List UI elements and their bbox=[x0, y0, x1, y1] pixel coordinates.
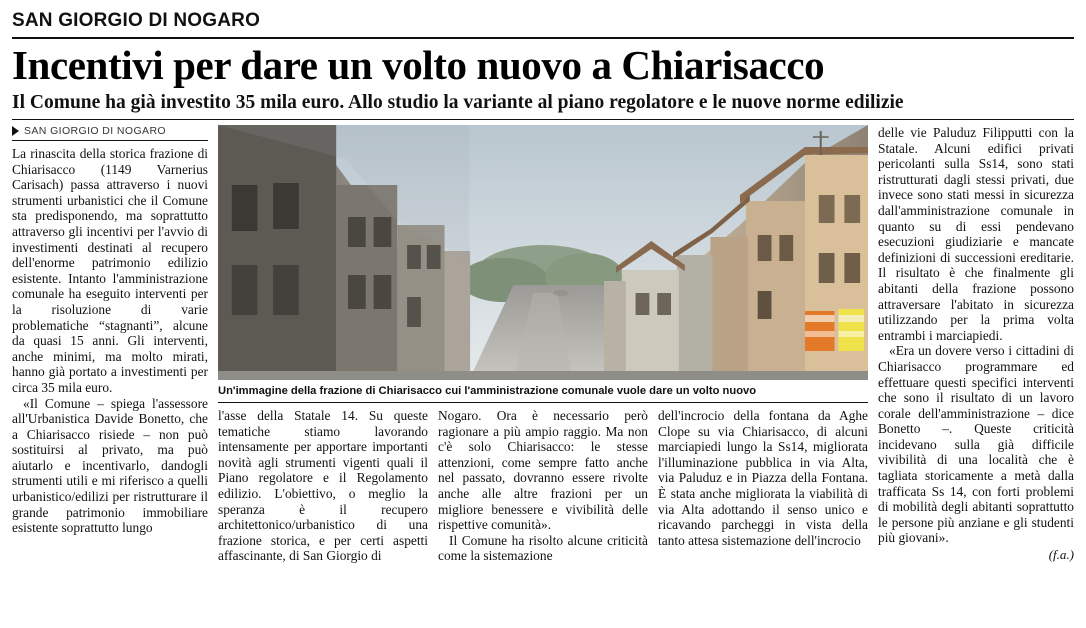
photo-block bbox=[218, 125, 868, 403]
article-headline: Incentivi per dare un volto nuovo a Chiarisacco bbox=[12, 42, 825, 88]
column-middle bbox=[218, 125, 868, 595]
photo-illustration bbox=[218, 125, 868, 380]
column-lower-2 bbox=[438, 408, 648, 604]
paragraph: «Il Comune – spiega l'assessore all'Urbanistica Davide Bonetto, che a Chiarisacco risiede – non può sostituirsi al privato, ma può aiutarlo e incentivarlo, dandogli strumenti utili e mi riferisco a quelli urbanistico/edilizi per ristrutturare il grande patrimonio immobiliare esistente soprattutto lungo bbox=[12, 395, 208, 536]
location-label bbox=[12, 125, 208, 140]
header-rule-bottom bbox=[12, 119, 1074, 120]
lower-columns bbox=[218, 408, 868, 604]
photo-caption: Un'immagine della frazione di Chiarisacco cui l'amministrazione comunale vuole dare un volto nuovo bbox=[218, 380, 868, 403]
column-lower-3 bbox=[658, 408, 868, 604]
right-column-text bbox=[878, 125, 1074, 546]
paragraph: delle vie Paluduz Filipputti con la Statale. Alcuni edifici privati pericolanti sulla Ss14, sono stati ristrutturati dagli stessi privati, due invece sono stati messi in sicurezza dall'amministrazione comunale in quanto su di essi pendevano esecuzioni giudiziarie e mancate definizioni di successioni ereditarie. Il risultato è che finalmente gli abitanti della frazione possono attraversare l'abitato in sicurezza utilizzando per la prima volta entrambi i marciapiedi. bbox=[878, 125, 1074, 343]
article-subhead: Il Comune ha già investito 35 mila euro. Allo studio la variante al piano regolatore e le nuove norme edilizie bbox=[12, 92, 904, 113]
article-body bbox=[12, 125, 1074, 595]
triangle-bullet-icon bbox=[12, 126, 19, 136]
article-signoff: (f.a.) bbox=[1048, 547, 1074, 563]
column-left bbox=[12, 125, 208, 595]
paragraph: Nogaro. Ora è necessario però ragionare a più ampio raggio. Ma non c'è solo Chiarisacco: le stesse attenzioni, come sempre fatto anche nel passato, dovranno essere rivolte anche alle altre frazioni per un migliore benessere e vivibilità delle rispettive comunità». bbox=[438, 408, 648, 533]
paragraph: La rinascita della storica frazione di Chiarisacco (1149 Varnerius Carisach) passa attraverso i nuovi strumenti urbanistici che il Comune sta predisponendo, ma soprattutto attraverso gli incentivi per l'avvio di investimenti destinati al recupero dell'enorme patrimonio edilizio esistente. Intanto l'amministrazione comunale ha eseguito interventi per la risoluzione di varie problematiche “stagnanti”, alcune da quasi 15 anni. Gli interventi, anche minimi, ma molto mirati, hanno già portato a investimenti per circa 35 mila euro. bbox=[12, 146, 208, 395]
column-lower-1 bbox=[218, 408, 428, 604]
paragraph: Il Comune ha risolto alcune criticità come la sistemazione bbox=[438, 532, 648, 564]
column-right bbox=[878, 125, 1074, 595]
article-photo bbox=[218, 125, 868, 380]
header-rule-top bbox=[12, 37, 1074, 39]
location-rule bbox=[12, 140, 208, 141]
paragraph: l'asse della Statale 14. Su queste tematiche stiamo lavorando intensamente per apportare importanti novità agli strumenti vigenti quali il Piano regolatore e il Regolamento edilizio. L'obiettivo, o meglio la speranza è il recupero architettonico/urbanistico di una frazione storica, e per certi aspetti affascinante, di San Giorgio di bbox=[218, 408, 428, 564]
article-kicker: SAN GIORGIO DI NOGARO bbox=[12, 10, 261, 31]
paragraph: dell'incrocio della fontana da Aghe Clope su via Chiarisacco, di alcuni marciapiedi lungo la Ss14, migliorata l'illuminazione pubblica in via Alta, via Paluduz e in Piazza della Fontana. È stata anche migliorata la viabilità di via Alta adottando il senso unico e ricavando parcheggi in vista della tanto attesa sistemazione dell'incrocio bbox=[658, 408, 868, 548]
paragraph: «Era un dovere verso i cittadini di Chiarisacco programmare ed effettuare questi specifici interventi che sono il risultato di un lavoro corale dell'amministrazione – dice Bonetto –. Queste criticità incidevano sulla già difficile vivibilità di una località che è tagliata storicamente a metà dalla trafficata Ss 14, con forti problemi di mobilità degli abitanti soprattutto le persone più anziane e gli studenti più giovani». bbox=[878, 343, 1074, 546]
left-column-text bbox=[12, 146, 208, 536]
location-label-text: SAN GIORGIO DI NOGARO bbox=[24, 125, 166, 137]
